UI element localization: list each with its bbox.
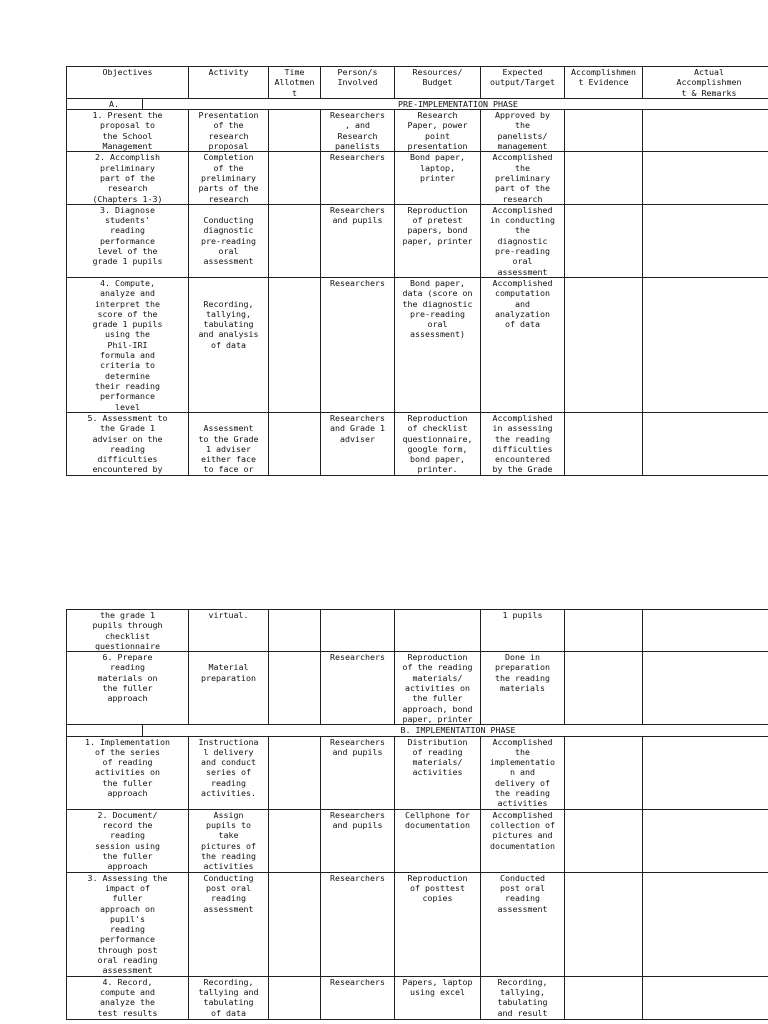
table-row — [67, 872, 768, 976]
evidence-cell — [565, 652, 643, 725]
evidence-cell — [565, 976, 643, 1019]
resources-cell: Reproduction of pretest papers, bond paper, printer — [395, 204, 481, 277]
resources-cell: Reproduction of the reading materials/ activities on the fuller approach, bond paper, printer — [395, 652, 481, 725]
header-row — [67, 67, 768, 99]
phase-a-cell — [67, 98, 768, 109]
persons-cell: Researchers — [321, 152, 395, 204]
objective-cell: 1. Implementation of the series of reading activities on the fuller approach — [67, 736, 189, 809]
table-row — [67, 809, 768, 872]
objective-cell: 3. Assessing the impact of fuller approach on pupil's reading performance through post oral reading assessment — [67, 872, 189, 976]
remarks-cell — [643, 152, 768, 204]
time-cell — [269, 872, 321, 976]
time-cell — [269, 412, 321, 475]
expected-output-cell: Accomplished the implementatio n and delivery of the reading activities — [481, 736, 565, 809]
activity-cell: Assign pupils to take pictures of the reading activities — [189, 809, 269, 872]
evidence-cell — [565, 736, 643, 809]
activity-cell: Conducting post oral reading assessment — [189, 872, 269, 976]
time-cell — [269, 610, 321, 652]
expected-output-cell: 1 pupils — [481, 610, 565, 652]
remarks-cell — [643, 204, 768, 277]
phase-a-letter: A. — [69, 99, 143, 109]
evidence-cell — [565, 277, 643, 412]
evidence-cell — [565, 610, 643, 652]
objective-cell: 2. Document/ record the reading session using the fuller approach — [67, 809, 189, 872]
header-expected-output: Expected output/Target — [481, 67, 565, 99]
evidence-cell — [565, 809, 643, 872]
time-cell — [269, 736, 321, 809]
objective-cell: 4. Record, compute and analyze the test results — [67, 976, 189, 1019]
activity-cell: Completion of the preliminary parts of the research — [189, 152, 269, 204]
header-resources-budget: Resources/ Budget — [395, 67, 481, 99]
expected-output-cell: Recording, tallying, tabulating and result — [481, 976, 565, 1019]
persons-cell — [321, 610, 395, 652]
activity-cell: Recording, tallying and tabulating of data — [189, 976, 269, 1019]
persons-cell: Researchers — [321, 277, 395, 412]
time-cell — [269, 110, 321, 152]
table-row — [67, 204, 768, 277]
objective-cell: 4. Compute, analyze and interpret the score of the grade 1 pupils using the Phil-IRI formula and criteria to determine their reading performance level — [67, 277, 189, 412]
remarks-cell — [643, 736, 768, 809]
table-row — [67, 610, 768, 652]
evidence-cell — [565, 872, 643, 976]
header-accomplishment-evidence: Accomplishmen t Evidence — [565, 67, 643, 99]
resources-cell: Bond paper, laptop, printer — [395, 152, 481, 204]
resources-cell: Bond paper, data (score on the diagnostic pre-reading oral assessment) — [395, 277, 481, 412]
objective-cell: 6. Prepare reading materials on the fuller approach — [67, 652, 189, 725]
activity-cell: Conducting diagnostic pre-reading oral assessment — [189, 204, 269, 277]
phase-b-spacer — [69, 725, 143, 735]
activity-cell: Instructiona l delivery and conduct series of reading activities. — [189, 736, 269, 809]
expected-output-cell: Accomplished computation and analyzation of data — [481, 277, 565, 412]
action-plan-table-page-1 — [66, 66, 768, 476]
activity-cell: Assessment to the Grade 1 adviser either face to face or — [189, 412, 269, 475]
remarks-cell — [643, 652, 768, 725]
activity-cell: Recording, tallying, tabulating and analysis of data — [189, 277, 269, 412]
table-row — [67, 412, 768, 475]
phase-row-a — [67, 98, 768, 109]
resources-cell: Reproduction of checklist questionnaire, google form, bond paper, printer. — [395, 412, 481, 475]
expected-output-cell: Accomplished collection of pictures and documentation — [481, 809, 565, 872]
remarks-cell — [643, 872, 768, 976]
objective-cell: 1. Present the proposal to the School Management — [67, 110, 189, 152]
header-persons-involved: Person/s Involved — [321, 67, 395, 99]
persons-cell: Researchers — [321, 976, 395, 1019]
table-row — [67, 736, 768, 809]
persons-cell: Researchers — [321, 872, 395, 976]
evidence-cell — [565, 204, 643, 277]
phase-b-title: B. IMPLEMENTATION PHASE — [400, 725, 516, 736]
resources-cell — [395, 610, 481, 652]
persons-cell: Researchers and Grade 1 adviser — [321, 412, 395, 475]
resources-cell: Distribution of reading materials/ activities — [395, 736, 481, 809]
time-cell — [269, 152, 321, 204]
evidence-cell — [565, 152, 643, 204]
activity-cell: Material preparation — [189, 652, 269, 725]
evidence-cell — [565, 110, 643, 152]
action-plan-table-page-2 — [66, 609, 768, 1020]
header-activity: Activity — [189, 67, 269, 99]
table-row — [67, 110, 768, 152]
table-row — [67, 277, 768, 412]
remarks-cell — [643, 412, 768, 475]
persons-cell: Researchers — [321, 652, 395, 725]
persons-cell: Researchers and pupils — [321, 736, 395, 809]
table-row — [67, 152, 768, 204]
expected-output-cell: Accomplished in assessing the reading difficulties encountered by the Grade — [481, 412, 565, 475]
time-cell — [269, 652, 321, 725]
objective-cell: 2. Accomplish preliminary part of the research (Chapters 1-3) — [67, 152, 189, 204]
resources-cell: Reproduction of posttest copies — [395, 872, 481, 976]
expected-output-cell: Accomplished in conducting the diagnostic pre-reading oral assessment — [481, 204, 565, 277]
remarks-cell — [643, 976, 768, 1019]
resources-cell: Research Paper, power point presentation — [395, 110, 481, 152]
table-row — [67, 976, 768, 1019]
expected-output-cell: Done in preparation the reading materials — [481, 652, 565, 725]
activity-cell: Presentation of the research proposal — [189, 110, 269, 152]
expected-output-cell: Conducted post oral reading assessment — [481, 872, 565, 976]
time-cell — [269, 277, 321, 412]
time-cell — [269, 204, 321, 277]
phase-b-cell — [67, 725, 768, 736]
evidence-cell — [565, 412, 643, 475]
remarks-cell — [643, 110, 768, 152]
phase-a-title: PRE-IMPLEMENTATION PHASE — [398, 98, 518, 109]
persons-cell: Researchers and pupils — [321, 204, 395, 277]
header-actual-accomplishment: Actual Accomplishmen t & Remarks — [643, 67, 768, 99]
time-cell — [269, 976, 321, 1019]
persons-cell: Researchers , and Research panelists — [321, 110, 395, 152]
persons-cell: Researchers and pupils — [321, 809, 395, 872]
objective-cell: 3. Diagnose students' reading performance level of the grade 1 pupils — [67, 204, 189, 277]
expected-output-cell: Approved by the panelists/ management — [481, 110, 565, 152]
expected-output-cell: Accomplished the preliminary part of the research — [481, 152, 565, 204]
objective-cell: the grade 1 pupils through checklist questionnaire — [67, 610, 189, 652]
table-row — [67, 652, 768, 725]
activity-cell: virtual. — [189, 610, 269, 652]
time-cell — [269, 809, 321, 872]
resources-cell: Papers, laptop using excel — [395, 976, 481, 1019]
header-objectives: Objectives — [67, 67, 189, 99]
resources-cell: Cellphone for documentation — [395, 809, 481, 872]
remarks-cell — [643, 610, 768, 652]
remarks-cell — [643, 809, 768, 872]
phase-row-b — [67, 725, 768, 736]
remarks-cell — [643, 277, 768, 412]
header-time-allotment: Time Allotmen t — [269, 67, 321, 99]
objective-cell: 5. Assessment to the Grade 1 adviser on the reading difficulties encountered by — [67, 412, 189, 475]
